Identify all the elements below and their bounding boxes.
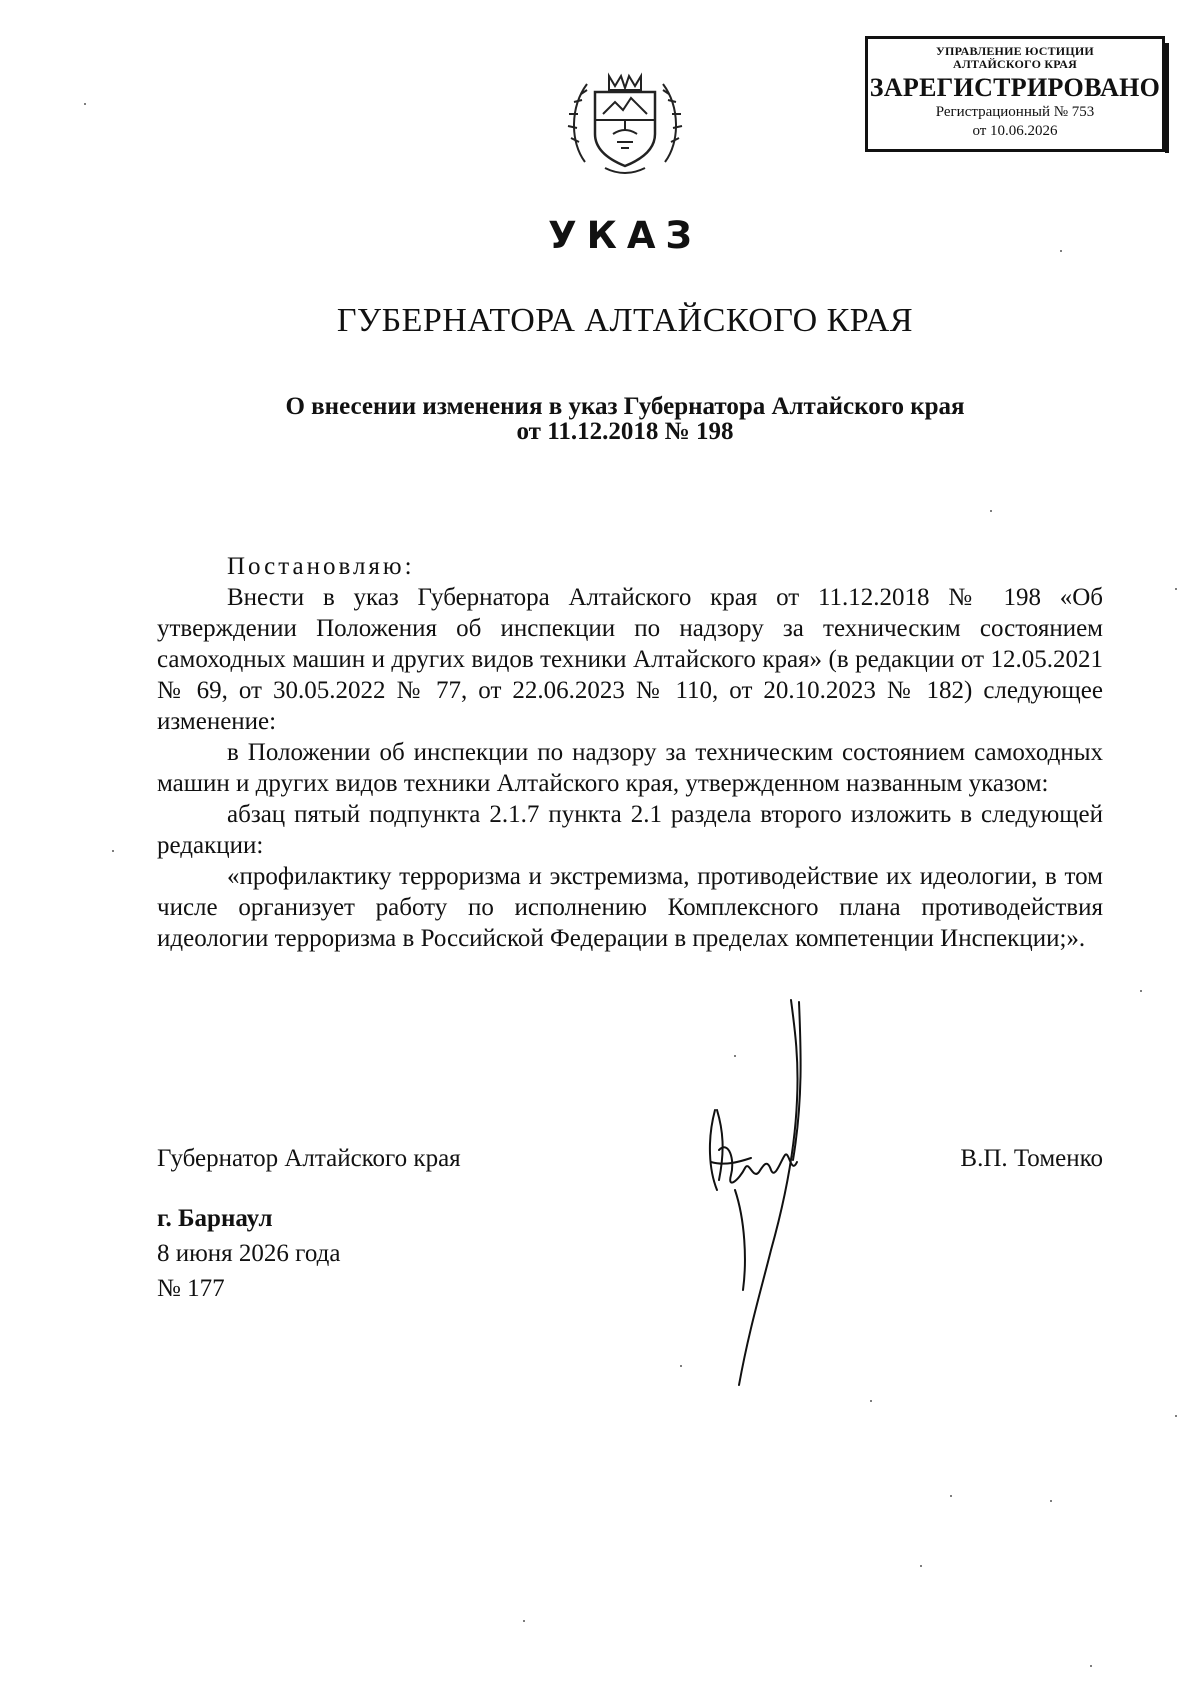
registration-stamp xyxy=(865,36,1165,152)
heading-line-1: О внесении изменения в указ Губернатора Алтайского края xyxy=(285,393,965,420)
scan-speck xyxy=(990,510,992,512)
stamp-authority-line2: АЛТАЙСКОГО КРАЯ xyxy=(953,57,1077,71)
scan-speck xyxy=(1090,1665,1092,1667)
stamp-reg-date: от 10.06.2026 xyxy=(972,123,1058,139)
scan-speck xyxy=(84,103,86,105)
scan-speck xyxy=(112,850,114,852)
body-paragraph: абзац пятый подпункта 2.1.7 пункта 2.1 раздела второго изложить в следующей редакции: xyxy=(157,801,1103,859)
scan-speck xyxy=(680,1365,682,1367)
stamp-authority-line1: УПРАВЛЕНИЕ ЮСТИЦИИ xyxy=(936,44,1094,58)
body-paragraph: «профилактику терроризма и экстремизма, противодействие их идеологии, в том числе организует работу по исполнению Комплексного плана противодействия идеологии терроризма в Российской Федерации в пределах компетенции Инспекции;». xyxy=(157,863,1103,952)
scan-speck xyxy=(734,1055,736,1057)
resolve-clause: Постановляю: xyxy=(227,553,415,580)
handwritten-signature xyxy=(695,990,865,1410)
scan-speck xyxy=(1175,588,1177,590)
decree-date: 8 июня 2026 года xyxy=(157,1240,341,1267)
scan-speck xyxy=(523,1620,525,1622)
stamp-reg-number: Регистрационный № 753 xyxy=(935,104,1095,120)
document-body xyxy=(157,551,1103,954)
city: г. Барнаул xyxy=(157,1205,273,1232)
scan-speck xyxy=(920,1565,922,1567)
signatory-name: В.П. Томенко xyxy=(960,1145,1103,1172)
decree-number: № 177 xyxy=(157,1275,225,1302)
scan-speck xyxy=(1050,1500,1052,1502)
document-subtitle: ГУБЕРНАТОРА АЛТАЙСКОГО КРАЯ xyxy=(336,302,914,339)
scan-speck xyxy=(950,1495,952,1497)
scan-speck xyxy=(1140,990,1142,992)
scan-speck xyxy=(870,1400,872,1402)
body-paragraph: в Положении об инспекции по надзору за техническим состоянием самоходных машин и других видов техники Алтайского края, утвержденном названным указом: xyxy=(157,739,1103,797)
place-and-date xyxy=(157,1201,340,1306)
signatory-position: Губернатор Алтайского края xyxy=(157,1145,461,1172)
stamp-authority xyxy=(868,45,1162,71)
heading-line-2: от 11.12.2018 № 198 xyxy=(516,418,734,445)
body-paragraph: Внести в указ Губернатора Алтайского края от 11.12.2018 № 198 «Об утверждении Положения об инспекции по надзору за техническим состоянием самоходных машин и других видов техники Алтайского края» (в редакции от 12.05.2021 № 69, от 30.05.2022 № 77, от 22.06.2023 № 110, от 20.10.2023 № 182) следующее изменение: xyxy=(157,584,1103,735)
scan-speck xyxy=(1175,1415,1177,1417)
stamp-status: ЗАРЕГИСТРИРОВАНО xyxy=(869,73,1161,102)
document-title: УКАЗ xyxy=(548,214,702,257)
document-heading xyxy=(0,394,1200,444)
scan-speck xyxy=(1060,250,1062,252)
coat-of-arms-icon xyxy=(565,62,685,182)
